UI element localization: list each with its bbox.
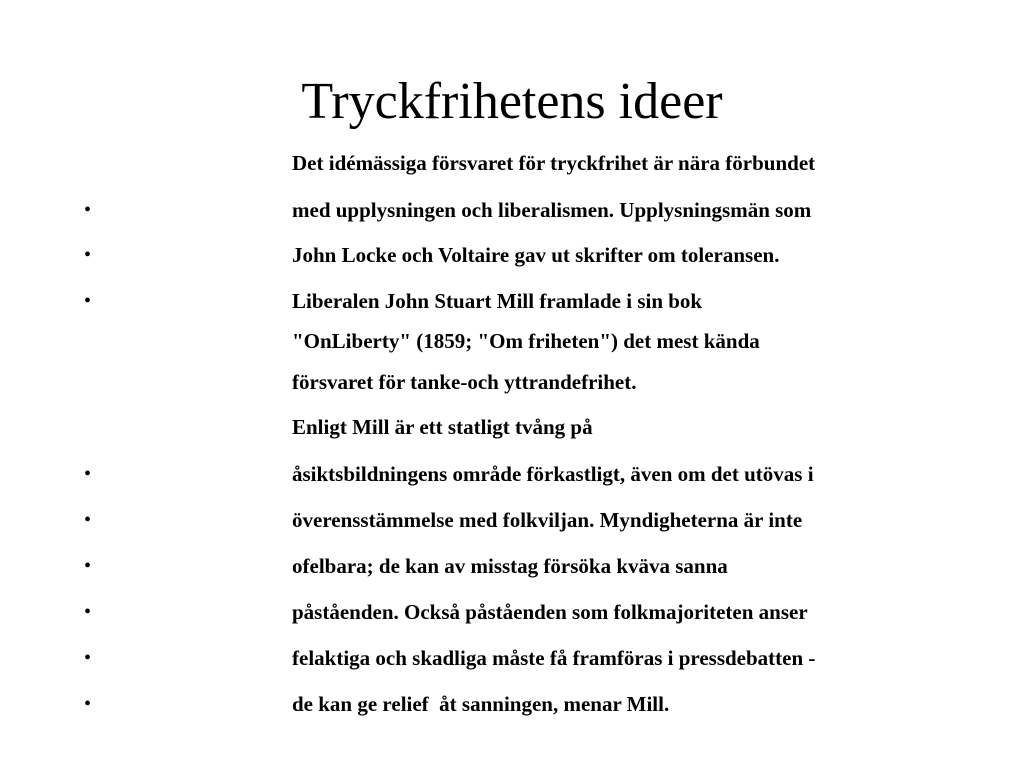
- line-text: "OnLiberty" (1859; "Om friheten") det mest kända: [292, 329, 760, 353]
- line-text: John Locke och Voltaire gav ut skrifter om toleransen.: [292, 243, 780, 267]
- line-text: överensstämmelse med folkviljan. Myndigheterna är inte: [292, 508, 803, 532]
- text-line: [0, 239, 1024, 271]
- text-line: [0, 642, 1024, 674]
- line-text: försvaret för tanke-och yttrandefrihet.: [292, 370, 637, 394]
- text-line: [0, 411, 1024, 443]
- text-line: [0, 147, 1024, 179]
- line-text: påståenden. Också påståenden som folkmajoriteten anser: [292, 600, 808, 624]
- text-line: [0, 325, 1024, 357]
- bullet-icon: •: [84, 244, 92, 266]
- line-text: felaktiga och skadliga måste få framföras i pressdebatten -: [292, 646, 816, 670]
- text-line: [0, 688, 1024, 720]
- line-text: med upplysningen och liberalismen. Upplysningsmän som: [292, 198, 812, 222]
- text-line: [0, 458, 1024, 490]
- line-text: ofelbara; de kan av misstag försöka kväva sanna: [292, 554, 728, 578]
- text-line: [0, 194, 1024, 226]
- bullet-icon: •: [84, 199, 92, 221]
- text-line: [0, 285, 1024, 317]
- text-line: [0, 550, 1024, 582]
- bullet-icon: •: [84, 647, 92, 669]
- line-text: åsiktsbildningens område förkastligt, även om det utövas i: [292, 462, 814, 486]
- bullet-icon: •: [84, 555, 92, 577]
- bullet-icon: •: [84, 601, 92, 623]
- line-text: Liberalen John Stuart Mill framlade i sin bok: [292, 289, 703, 313]
- line-text: Enligt Mill är ett statligt tvång på: [292, 415, 593, 439]
- bullet-icon: •: [84, 290, 92, 312]
- line-text: Det idémässiga försvaret för tryckfrihet är nära förbundet: [292, 151, 816, 175]
- text-line: [0, 366, 1024, 398]
- line-text: de kan ge relief åt sanningen, menar Mill.: [292, 692, 670, 716]
- bullet-icon: •: [84, 509, 92, 531]
- text-line: [0, 504, 1024, 536]
- bullet-icon: •: [84, 463, 92, 485]
- slide-title: Tryckfrihetens ideer: [301, 73, 723, 130]
- text-line: [0, 596, 1024, 628]
- bullet-icon: •: [84, 693, 92, 715]
